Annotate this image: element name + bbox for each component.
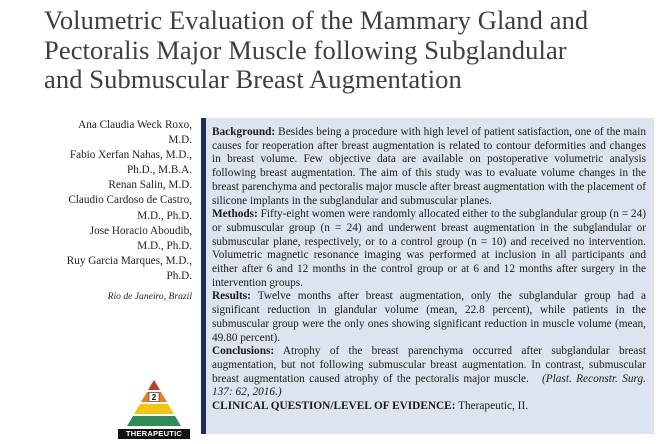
therapeutic-level-logo — [118, 378, 190, 440]
abstract-conclusions — [212, 345, 646, 400]
results-heading: Results: — [212, 290, 251, 303]
conclusions-text: Atrophy of the breast parenchyma occurred after subglandular breast augmentation, but not following submuscular breast augmentation. In contrast, submuscular breast augmentation caused atrophy of the pectoralis major muscle. — [212, 345, 646, 385]
author-line: M.D., Ph.D. — [137, 239, 192, 252]
author-line: Ana Claudia Weck Roxo, — [78, 119, 192, 131]
author-line: Ruy Garcia Marques, M.D., — [66, 254, 192, 267]
author-location: Rio de Janeiro, Brazil — [107, 291, 192, 303]
article-title — [44, 6, 654, 95]
pyramid-tier — [148, 380, 160, 390]
citation: (Plast. Reconstr. Surg. 137: 62, 2016.) — [212, 372, 646, 399]
pyramid-level-number: 2 — [151, 393, 157, 402]
evidence-text: Therapeutic, II. — [455, 400, 529, 413]
author-line: M.D. — [168, 134, 192, 147]
evidence-pyramid-icon — [118, 378, 190, 430]
abstract-box — [206, 118, 654, 434]
methods-text: Fifty-eight women were randomly allocated either to the subglandular group (n = 24) or submuscular group (n = 24) and underwent breast augmentation in the subglandular or submuscular plane, respectively, or to a control group (n = 10) and received no intervention. Volumetric magnetic resonance imaging was performed at inclusion in all participants and either after 6 and 12 months in the control group or at 6 and 12 months after surgery in the intervention groups. — [212, 208, 646, 289]
results-text: Twelve months after breast augmentation, only the subglandular group had a significant reduction in glandular volume (mean, 22.8 percent), while patients in the submuscular group were the only ones showing significant reduction in muscle volume (mean, 49.80 percent). — [212, 290, 646, 344]
methods-heading: Methods: — [212, 208, 258, 221]
title-line: Volumetric Evaluation of the Mammary Gland and — [44, 5, 589, 35]
author-line: Jose Horacio Aboudib, — [89, 224, 192, 237]
author-list — [20, 118, 192, 303]
evidence-heading: CLINICAL QUESTION/LEVEL OF EVIDENCE: — [212, 400, 456, 413]
author-line: Fabio Xerfan Nahas, M.D., — [69, 149, 192, 162]
title-line: and Submuscular Breast Augmentation — [44, 64, 462, 94]
background-heading: Background: — [212, 126, 276, 138]
pyramid-tier — [127, 416, 181, 426]
abstract-methods — [212, 208, 646, 290]
therapeutic-label: THERAPEUTIC — [118, 429, 190, 439]
abstract-results — [212, 290, 646, 345]
author-line: Renan Salin, M.D. — [108, 179, 192, 192]
conclusions-heading: Conclusions: — [212, 345, 275, 358]
author-line: Ph.D., M.B.A. — [127, 164, 192, 177]
title-line: Pectoralis Major Muscle following Subglandular — [44, 34, 567, 65]
pyramid-tier — [134, 404, 174, 414]
abstract-background — [212, 126, 646, 208]
author-line: Claudio Cardoso de Castro, — [68, 194, 192, 207]
abstract-evidence — [212, 400, 646, 414]
author-line: M.D., Ph.D. — [137, 209, 192, 222]
author-line: Ph.D. — [166, 269, 192, 282]
background-text: Besides being a procedure with high level of patient satisfaction, one of the main causes for reoperation after breast augmentation is related to contour deformities and changes in breast volume. Few objective data are available on postoperative volumetric analysis following breast augmentation. The aim of this study was to evaluate volume changes in the breast parenchyma and pectoralis major muscle after breast augmentation with the placement of silicone implants in the subglandular and submuscular planes. — [212, 126, 646, 207]
